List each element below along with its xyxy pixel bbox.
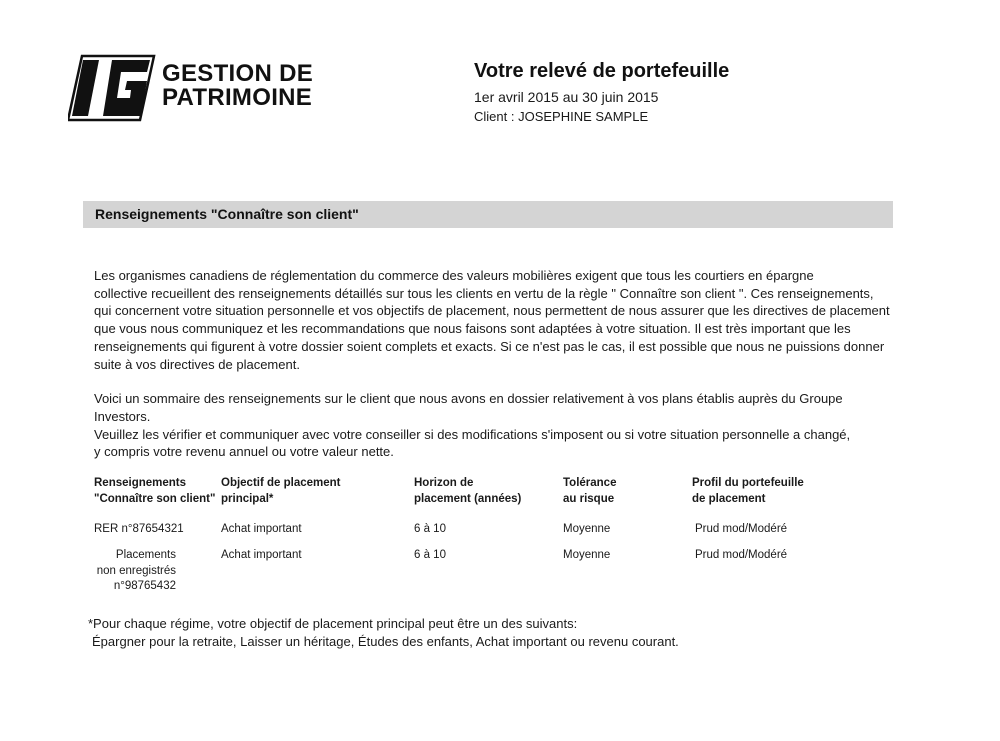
intro-paragraph-2 [94,390,894,461]
section-header [83,201,893,228]
table-row-1-objective: Achat important [221,523,302,535]
statement-header [474,60,729,124]
intro-text [94,267,894,461]
intro-line: y compris votre revenu annuel ou votre valeur nette. [94,444,394,460]
table-row-1-profile: Prud mod/Modéré [695,523,788,535]
column-header-kyc: Renseignements "Connaître son client" [94,477,216,505]
table-row-2-account: Placements non enregistrés n°98765432 [96,549,176,592]
table-row-1-account: RER n°87654321 [94,523,184,535]
intro-line: Voici un sommaire des renseignements sur le client que nous avons en dossier relativement à vos plans établis auprès du Groupe Investors. [94,391,843,424]
intro-line: que vous nous communiquez et les recommandations que nous faisons sont adaptées à votre situation. Il est très important que les [94,321,851,337]
intro-line: collective recueillent des renseignements détaillés sur tous les clients en vertu de la règle " Connaître son client ". Ces renseignements, [94,285,874,301]
client-line [474,109,729,124]
intro-line: Les organismes canadiens de réglementation du commerce des valeurs mobilières exigent que tous les courtiers en épargne [94,268,814,283]
intro-line: Veuillez les vérifier et communiquer avec votre conseiller si des modifications s'imposent ou si votre situation personnelle a changé, [94,426,851,442]
intro-line: qui concernent votre situation personnelle et vos objectifs de placement, nous permettent de nous assurer que les directives de placement [94,303,890,319]
table-row-2-profile: Prud mod/Modéré [695,549,788,561]
client-label: Client : [474,109,515,124]
column-header-horizon: Horizon de placement (années) [414,477,522,505]
page-title: Votre relevé de portefeuille [474,60,730,82]
intro-paragraph-1 [94,267,894,373]
ig-logo-mark [68,54,158,124]
logo-line-2: PATRIMOINE [162,84,313,111]
table-row-2-risk: Moyenne [563,549,611,561]
column-header-profile: Profil du portefeuille de placement [692,477,804,505]
intro-line: suite à vos directives de placement. [94,356,300,372]
table-row-1-risk: Moyenne [563,523,611,535]
statement-period: 1er avril 2015 au 30 juin 2015 [474,89,659,105]
logo-line-1: GESTION DE [162,60,314,87]
section-title: Renseignements "Connaître son client" [95,206,359,222]
footnote-line-1: *Pour chaque régime, votre objectif de placement principal peut être un des suivants: [88,616,578,631]
column-header-risk: Tolérance au risque [563,477,617,505]
table-row-2-horizon: 6 à 10 [414,549,446,561]
table-row-2-objective: Achat important [221,549,302,561]
footnote-line-2: Épargner pour la retraite, Laisser un héritage, Études des enfants, Achat important ou revenu courant. [92,634,679,649]
intro-line: renseignements qui figurent à votre dossier soient complets et exacts. Si ce n'est pas le cas, il est possible que nous ne puissions donner [94,338,885,354]
client-name: JOSEPHINE SAMPLE [518,109,649,124]
company-logo [68,54,328,124]
footnote [88,615,679,651]
table-row-1-horizon: 6 à 10 [414,523,446,535]
logo-wordmark [162,62,313,110]
column-header-objective: Objectif de placement principal* [221,477,341,505]
